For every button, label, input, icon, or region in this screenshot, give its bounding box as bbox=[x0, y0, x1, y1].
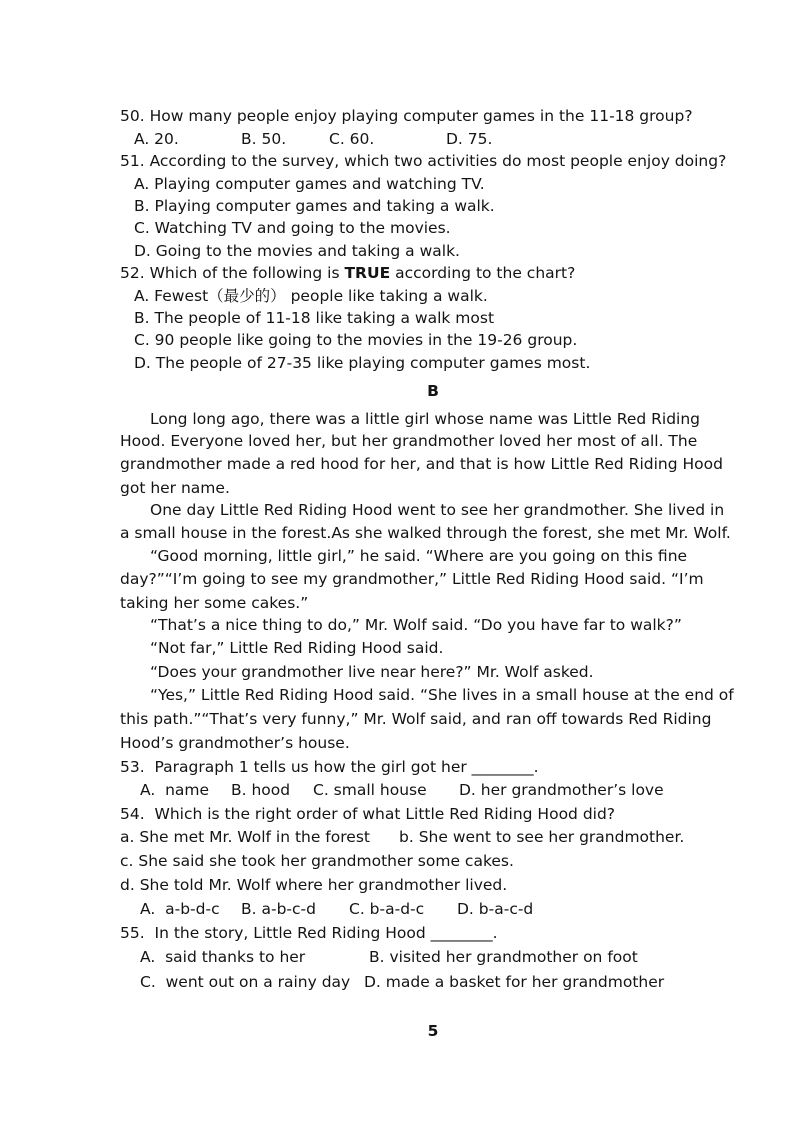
q54-event-c: c. She said she took her grandmother some cakes. bbox=[120, 852, 514, 870]
q52-stem-bold: TRUE bbox=[344, 264, 391, 282]
q50-stem: 50. How many people enjoy playing computer games in the 11-18 group? bbox=[120, 107, 693, 125]
q52-stem-before: 52. Which of the following is bbox=[120, 264, 345, 282]
section-heading: B bbox=[427, 382, 439, 400]
q53-option-a: A. name bbox=[140, 781, 210, 799]
story-line: One day Little Red Riding Hood went to see her grandmother. She lived in bbox=[150, 501, 725, 519]
q51-option-c: C. Watching TV and going to the movies. bbox=[134, 219, 451, 237]
story-line: Long long ago, there was a little girl whose name was Little Red Riding bbox=[150, 410, 701, 428]
q52-option-a: A. Fewest（最少的） people like taking a walk. bbox=[134, 287, 488, 305]
story-line: Hood’s grandmother’s house. bbox=[120, 734, 350, 752]
story-line: grandmother made a red hood for her, and that is how Little Red Riding Hood bbox=[120, 455, 723, 473]
q53-option-d: D. her grandmother’s love bbox=[459, 781, 664, 799]
q54-option-d: D. b-a-c-d bbox=[457, 900, 534, 918]
story-line: got her name. bbox=[120, 479, 230, 497]
story-line: day?”“I’m going to see my grandmother,” Little Red Riding Hood said. “I’m bbox=[120, 570, 704, 588]
q54-event-b: b. She went to see her grandmother. bbox=[399, 828, 685, 846]
q50-option-c: C. 60. bbox=[329, 130, 375, 148]
q50-option-d: D. 75. bbox=[446, 130, 493, 148]
q54-event-d: d. She told Mr. Wolf where her grandmother lived. bbox=[120, 876, 508, 894]
q55-option-b: B. visited her grandmother on foot bbox=[369, 948, 638, 966]
story-line: “Good morning, little girl,” he said. “Where are you going on this fine bbox=[150, 547, 688, 565]
q55-option-c: C. went out on a rainy day bbox=[140, 973, 351, 991]
q54-option-c: C. b-a-d-c bbox=[349, 900, 425, 918]
q52-option-b: B. The people of 11-18 like taking a walk most bbox=[134, 309, 495, 327]
story-line: a small house in the forest.As she walked through the forest, she met Mr. Wolf. bbox=[120, 524, 731, 542]
q54-option-a: A. a-b-d-c bbox=[140, 900, 220, 918]
q54-event-a: a. She met Mr. Wolf in the forest bbox=[120, 828, 370, 846]
q55-option-d: D. made a basket for her grandmother bbox=[364, 973, 665, 991]
q52-stem bbox=[120, 263, 575, 283]
story-line: Hood. Everyone loved her, but her grandmother loved her most of all. The bbox=[120, 432, 698, 450]
q53-option-b: B. hood bbox=[231, 781, 291, 799]
q53-option-c: C. small house bbox=[313, 781, 427, 799]
story-line: “Yes,” Little Red Riding Hood said. “She lives in a small house at the end of bbox=[150, 686, 734, 704]
story-line: “Not far,” Little Red Riding Hood said. bbox=[150, 639, 444, 657]
page-number: 5 bbox=[427, 1022, 439, 1040]
q50-option-b: B. 50. bbox=[241, 130, 287, 148]
q50-option-a: A. 20. bbox=[134, 130, 179, 148]
q52-option-c: C. 90 people like going to the movies in the 19-26 group. bbox=[134, 331, 578, 349]
q52-option-d: D. The people of 27-35 like playing computer games most. bbox=[134, 354, 591, 372]
q51-option-a: A. Playing computer games and watching TV. bbox=[134, 175, 485, 193]
story-line: “Does your grandmother live near here?” Mr. Wolf asked. bbox=[150, 663, 594, 681]
q54-stem: 54. Which is the right order of what Little Red Riding Hood did? bbox=[120, 805, 616, 823]
q55-stem: 55. In the story, Little Red Riding Hood ________. bbox=[120, 924, 498, 942]
story-line: “That’s a nice thing to do,” Mr. Wolf said. “Do you have far to walk?” bbox=[150, 616, 682, 634]
q54-option-b: B. a-b-c-d bbox=[241, 900, 316, 918]
story-line: taking her some cakes.” bbox=[120, 594, 309, 612]
q53-stem: 53. Paragraph 1 tells us how the girl got her ________. bbox=[120, 758, 539, 776]
q51-option-d: D. Going to the movies and taking a walk. bbox=[134, 242, 460, 260]
q51-stem: 51. According to the survey, which two activities do most people enjoy doing? bbox=[120, 152, 727, 170]
q55-option-a: A. said thanks to her bbox=[140, 948, 306, 966]
q51-option-b: B. Playing computer games and taking a walk. bbox=[134, 197, 495, 215]
story-line: this path.”“That’s very funny,” Mr. Wolf said, and ran off towards Red Riding bbox=[120, 710, 712, 728]
q52-stem-after: according to the chart? bbox=[390, 264, 576, 282]
